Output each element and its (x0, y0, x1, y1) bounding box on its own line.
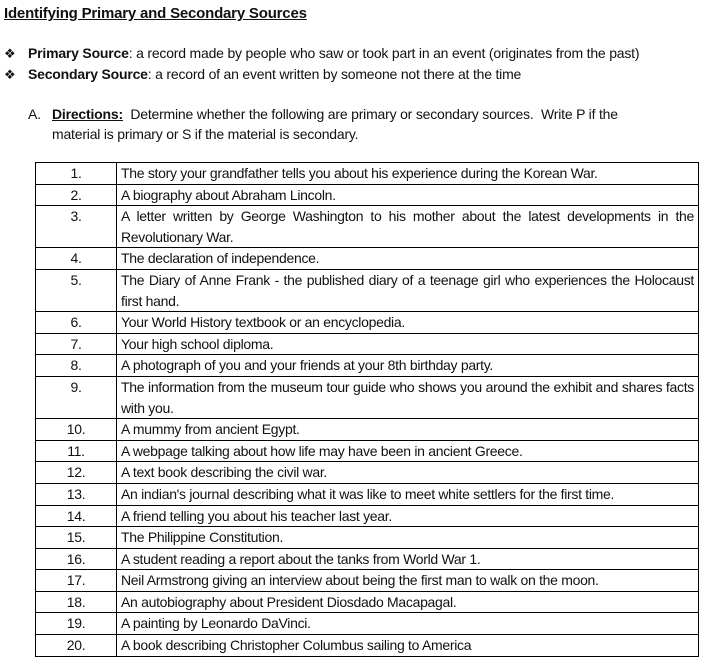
table-row (36, 462, 699, 484)
item-number: 17. (36, 570, 117, 592)
item-text: A photograph of you and your friends at your 8th birthday party. (117, 355, 699, 377)
table-row (36, 527, 699, 549)
directions-line2: material is primary or S if the material is secondary. (52, 126, 359, 142)
definition-term: Secondary Source (28, 66, 148, 82)
item-text: A student reading a report about the tanks from World War 1. (117, 548, 699, 570)
item-text: The Diary of Anne Frank - the published diary of a teenage girl who experiences the Holocaust first hand. (117, 269, 699, 311)
table-row (36, 355, 699, 377)
definition-text: : a record of an event written by someone not there at the time (147, 66, 522, 82)
diamond-bullet-icon: ❖ (4, 67, 16, 82)
diamond-bullet-icon: ❖ (4, 46, 16, 61)
item-number: 16. (36, 548, 117, 570)
item-number: 12. (36, 462, 117, 484)
item-number: 1. (36, 163, 117, 185)
item-text: A friend telling you about his teacher last year. (117, 505, 699, 527)
table-row (36, 613, 699, 635)
definition-text: : a record made by people who saw or took part in an event (originates from the past) (128, 45, 640, 61)
item-text: A painting by Leonardo DaVinci. (117, 613, 699, 635)
item-text: Neil Armstrong giving an interview about being the first man to walk on the moon. (117, 570, 699, 592)
table-row (36, 269, 699, 311)
page-title: Identifying Primary and Secondary Sources (4, 5, 307, 22)
table-row (36, 333, 699, 355)
item-number: 8. (36, 355, 117, 377)
item-text: An autobiography about President Diosdado Macapagal. (117, 591, 699, 613)
table-row (36, 184, 699, 206)
item-number: 19. (36, 613, 117, 635)
item-number: 9. (36, 376, 117, 418)
item-text: A text book describing the civil war. (117, 462, 699, 484)
item-text: The declaration of independence. (117, 248, 699, 270)
directions-label: Directions: (52, 106, 123, 122)
item-text: A letter written by George Washington to his mother about the latest developments in the Revolutionary War. (117, 206, 699, 248)
item-number: 15. (36, 527, 117, 549)
table-row (36, 570, 699, 592)
table-row (36, 206, 699, 248)
table-row (36, 163, 699, 185)
item-text: Your high school diploma. (117, 333, 699, 355)
sources-table (35, 162, 699, 657)
item-number: 18. (36, 591, 117, 613)
item-number: 20. (36, 635, 117, 657)
item-text: The Philippine Constitution. (117, 527, 699, 549)
item-number: 6. (36, 312, 117, 334)
item-number: 14. (36, 505, 117, 527)
table-row (36, 312, 699, 334)
table-row (36, 248, 699, 270)
item-text: An indian's journal describing what it was like to meet white settlers for the first time. (117, 483, 699, 505)
definition-secondary-source (4, 66, 521, 83)
item-text: Your World History textbook or an encyclopedia. (117, 312, 699, 334)
table-row (36, 376, 699, 418)
table-row (36, 591, 699, 613)
directions-line1: Determine whether the following are primary or secondary sources. Write P if the (122, 106, 618, 122)
item-text: A book describing Christopher Columbus sailing to America (117, 635, 699, 657)
table-row (36, 635, 699, 657)
item-number: 7. (36, 333, 117, 355)
directions-letter: A. (28, 106, 41, 122)
item-number: 13. (36, 483, 117, 505)
table-row (36, 419, 699, 441)
table-row (36, 440, 699, 462)
table-row (36, 505, 699, 527)
item-text: The information from the museum tour guide who shows you around the exhibit and shares facts with you. (117, 376, 699, 418)
item-number: 10. (36, 419, 117, 441)
definition-primary-source (4, 45, 639, 62)
definition-term: Primary Source (28, 45, 129, 61)
table-row (36, 483, 699, 505)
item-number: 3. (36, 206, 117, 248)
table-row (36, 548, 699, 570)
item-number: 5. (36, 269, 117, 311)
item-text: The story your grandfather tells you about his experience during the Korean War. (117, 163, 699, 185)
item-text: A webpage talking about how life may have been in ancient Greece. (117, 440, 699, 462)
item-number: 4. (36, 248, 117, 270)
directions (28, 104, 698, 144)
item-text: A biography about Abraham Lincoln. (117, 184, 699, 206)
item-text: A mummy from ancient Egypt. (117, 419, 699, 441)
item-number: 2. (36, 184, 117, 206)
item-number: 11. (36, 440, 117, 462)
